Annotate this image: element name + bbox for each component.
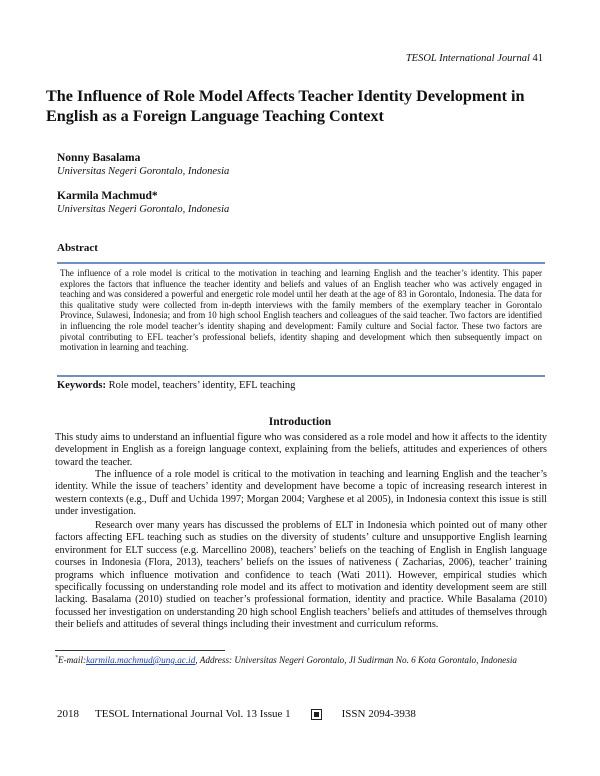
page-number: 41 <box>532 53 543 64</box>
footer-year: 2018 <box>57 708 79 720</box>
running-head-journal: TESOL International Journal <box>405 53 530 64</box>
author-name-1: Nonny Basalama <box>57 152 141 164</box>
abstract-bottom-rule <box>57 375 545 377</box>
abstract-heading: Abstract <box>57 242 98 254</box>
footnote-marker: * <box>55 655 58 661</box>
footnote <box>55 652 525 667</box>
paper-title: The Influence of Role Model Affects Teacher Identity Development in English as a Foreign Language Teaching Context <box>46 87 525 125</box>
author-affiliation-1: Universitas Negeri Gorontalo, Indonesia <box>57 166 230 177</box>
abstract-text: The influence of a role model is critical to the motivation in teaching and learning English and the teacher’s identity. This paper explores the factors that influence the teacher identity and beliefs and values of an English teacher who was actively engaged in teaching and was considered a powerful and energetic role model until her death at the age of 83 in Gorontalo, Indonesia. The data for this qualitative study were collected from in-depth interviews with the family members of the exemplary teacher in Gorontalo Province, Sulawesi, Indonesia; and from 10 high school English teachers and colleagues of the said teacher. Two factors are identified in influencing the role model teacher’s identity shaping and development: Family culture and Social factor. These two factors are pivotal contributing to EFL teacher’s professional beliefs, identity shaping and development which then subsequently impact on motivation in learning and teaching. <box>60 268 542 353</box>
footnote-address: , Address: Universitas Negeri Gorontalo, Jl Sudirman No. 6 Kota Gorontalo, Indonesia <box>195 655 517 666</box>
journal-logo-icon <box>311 709 322 720</box>
keywords <box>57 380 295 391</box>
author-affiliation-2: Universitas Negeri Gorontalo, Indonesia <box>57 204 230 215</box>
footnote-email-label: E-mail: <box>58 655 87 666</box>
author-name-2: Karmila Machmud* <box>57 190 158 202</box>
footer-issn: ISSN 2094-3938 <box>341 708 416 720</box>
abstract-top-rule <box>57 262 545 264</box>
footer-journal: TESOL International Journal Vol. 13 Issue 1 <box>95 708 291 720</box>
keywords-text: Role model, teachers’ identity, EFL teaching <box>108 380 296 391</box>
page-footer <box>57 708 416 720</box>
section-heading-introduction: Introduction <box>268 416 332 428</box>
running-head <box>406 53 543 64</box>
footnote-rule <box>55 650 225 651</box>
email-link[interactable]: karmila.machmud@ung.ac.id <box>86 655 196 666</box>
paragraph-3: Research over many years has discussed the problems of ELT in Indonesia which pointed out of many other factors affecting EFL teaching such as studies on the diversity of students’ culture and unsupportive English learning environment for ELT success (e.g. Marcellino 2008), teachers’ beliefs on the teaching of English in English language courses in Indonesia (Flora, 2013), teachers’ beliefs on the issues of nativeness ( Zacharias, 2006), teacher’ training programs which influence motivation and confidence to teach (Wati 2011). However, empirical studies which specifically focussing on understanding role model and its affect to motivation and identity development seem are still lacking. Basalama (2010) studied on teacher’s professional formation, identity and practice. While Basalama (2010) focussed her investigation on understanding 20 high school English teachers’ beliefs and attitudes of themselves through their beliefs and attitudes of several things including their investment and curriculum reforms. <box>55 520 547 631</box>
paragraph-2: The influence of a role model is critical to the motivation in teaching and learning English and the teacher’s identity. While the issue of teachers’ identity and development have become a topic of increasing research interest in western contexts (e.g., Duff and Uchida 1997; Morgan 2004; Varghese et al 2005), in Indonesia context this issue is still under investigation. <box>55 469 547 518</box>
keywords-label: Keywords: <box>57 380 106 391</box>
paragraph-1: This study aims to understand an influential figure who was considered as a role model and how it affects to the identity development in English as a foreign language context, explaining from the beliefs, attitudes and experiences of others toward the teacher. <box>55 432 547 468</box>
